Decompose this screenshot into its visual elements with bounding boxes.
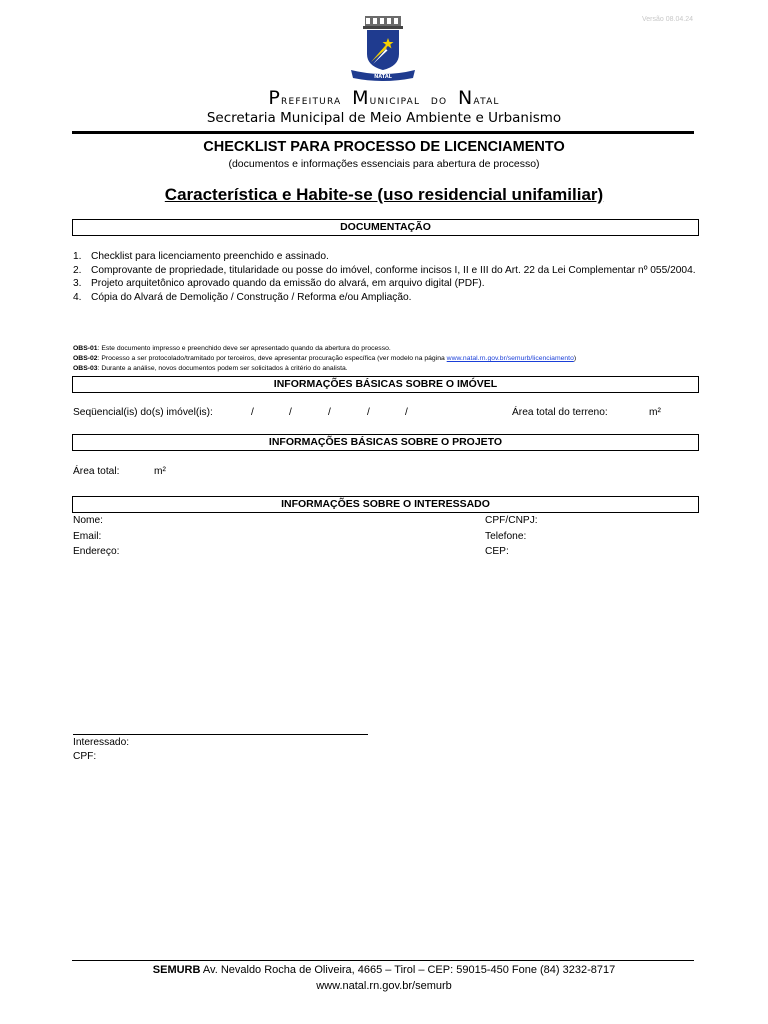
sequencial-separator: / [367,407,370,418]
cep-label: CEP: [485,546,509,557]
telefone-label: Telefone: [485,531,527,542]
crown-icon [363,16,403,29]
area-total-unit: m² [154,466,166,477]
org-title-word: Municipal [352,87,421,109]
endereco-label: Endereço: [73,546,120,557]
obs-item: OBS-03: Durante a análise, novos documentos podem ser solicitados à critério do analista. [73,365,348,372]
document-title: CHECKLIST PARA PROCESSO DE LICENCIAMENTO [203,139,565,155]
footer-address [0,964,768,976]
email-label: Email: [73,531,102,542]
documentacao-item: 1. Checklist para licenciamento preenchido e assinado. [73,251,329,262]
footer-org: SEMURB [152,964,201,976]
org-title-word: Natal [457,87,500,109]
area-terreno-label: Área total do terreno: [512,407,608,418]
document-subtitle: (documentos e informações essenciais para abertura de processo) [228,158,540,170]
obs-item: OBS-02: Processo a ser protocolado/tramitado por terceiros, deve apresentar procuração específica (ver modelo na página www.natal.rn.gov.br/semurb/licenciamento) [73,355,577,362]
sequencial-label: Seqüencial(is) do(s) imóvel(is): [73,407,213,418]
documentacao-heading: DOCUMENTAÇÃO [72,219,699,236]
cpf-cnpj-label: CPF/CNPJ: [485,515,538,526]
org-title-word: Prefeitura [268,87,342,109]
org-title [0,87,768,109]
sequencial-separator: / [251,407,254,418]
org-title-word: do [430,93,448,108]
main-title: Característica e Habite-se (uso residencial unifamiliar) [164,185,604,204]
area-total-label: Área total: [73,466,120,477]
version-label: Versão 08.04.24 [642,16,693,23]
sequencial-separator: / [289,407,292,418]
signature-cpf-label: CPF: [73,751,97,762]
documentacao-item: 3. Projeto arquitetônico aprovado quando da emissão do alvará, em arquivo digital (PDF). [73,278,485,289]
imovel-heading: INFORMAÇÕES BÁSICAS SOBRE O IMÓVEL [72,376,699,393]
projeto-heading: INFORMAÇÕES BÁSICAS SOBRE O PROJETO [72,434,699,451]
documentacao-item: 4. Cópia do Alvará de Demolição / Construção / Reforma e/ou Ampliação. [73,291,412,303]
nome-label: Nome: [73,515,104,526]
footer-address-text: Av. Nevaldo Rocha de Oliveira, 4665 – Tirol – CEP: 59015-450 Fone (84) 3232-8717 [200,964,616,976]
footer-website[interactable]: www.natal.rn.gov.br/semurb [316,980,452,992]
org-subtitle: Secretaria Municipal de Meio Ambiente e Urbanismo [206,110,562,126]
svg-text:NATAL: NATAL [374,74,392,80]
documentacao-item: 2. Comprovante de propriedade, titularidade ou posse do imóvel, conforme incisos I, II e III do Art. 22 da Lei Complementar nº 055/2004. [73,264,696,276]
sequencial-separator: / [328,407,331,418]
signature-line [73,734,368,735]
header-rule [72,131,694,134]
interessado-heading: INFORMAÇÕES SOBRE O INTERESSADO [72,496,699,513]
documentacao-list [73,250,698,304]
obs-item: OBS-01: Este documento impresso e preenchido deve ser apresentado quando da abertura do processo. [73,345,391,352]
sequencial-separator: / [405,407,408,418]
footer-rule [72,960,694,961]
natal-crest-logo [347,12,419,82]
licenciamento-link[interactable]: www.natal.rn.gov.br/semurb/licenciamento [446,355,574,362]
signature-interessado-label: Interessado: [73,737,130,748]
area-terreno-unit: m² [649,407,661,418]
